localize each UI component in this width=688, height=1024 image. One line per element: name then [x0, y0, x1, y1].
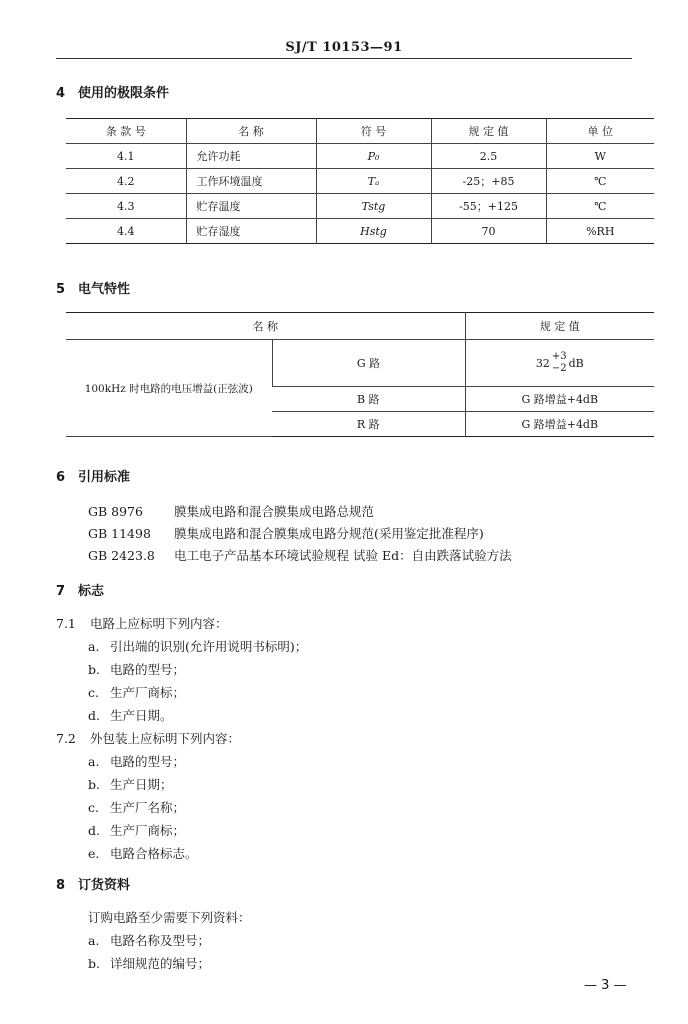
reference-code: GB 2423.8: [88, 548, 155, 563]
item-text: 引出端的识别(允许用说明书标明)；: [110, 639, 308, 654]
item-text: 生产厂商标；: [110, 823, 186, 838]
item-label: a.: [88, 754, 100, 769]
value-cell: [465, 340, 654, 387]
paragraph-7-1: [56, 614, 228, 632]
value-cell: -55；+125: [431, 194, 546, 219]
name-cell: 贮存湿度: [186, 219, 316, 244]
item-label: b.: [88, 777, 100, 792]
item-label: d.: [88, 823, 100, 838]
value-cell: -25；+85: [431, 169, 546, 194]
item-label: b.: [88, 662, 100, 677]
paragraph-text: 电路上应标明下列内容：: [90, 616, 228, 631]
section-number: 7: [56, 584, 66, 599]
list-item: [88, 660, 185, 678]
section-title: 引用标准: [78, 470, 131, 485]
unit-cell: %RH: [546, 219, 654, 244]
item-label: d.: [88, 708, 100, 723]
col-header-symbol: 符 号: [316, 119, 431, 144]
item-text: 详细规范的编号；: [110, 956, 211, 971]
item-text: 生产日期；: [110, 777, 173, 792]
table-row: [66, 194, 654, 219]
list-item: [88, 931, 210, 949]
tolerance-plus: +3: [551, 351, 567, 362]
reference-item: [88, 524, 484, 542]
paragraph-7-2: [56, 729, 240, 747]
gain-unit: dB: [568, 356, 584, 370]
list-item: [88, 775, 173, 793]
electrical-characteristics-table: [66, 312, 654, 437]
reference-code: GB 11498: [88, 526, 151, 541]
list-item: [88, 844, 198, 862]
section-title: 电气特性: [78, 282, 131, 297]
item-text: 电路名称及型号；: [110, 933, 211, 948]
item-label: b.: [88, 956, 100, 971]
list-item: [88, 821, 185, 839]
reference-item: [88, 502, 374, 520]
list-item: [88, 798, 185, 816]
item-label: a.: [88, 639, 100, 654]
name-cell: 允许功耗: [186, 144, 316, 169]
symbol-cell: Tₐ: [316, 169, 431, 194]
col-header-value: 规 定 值: [431, 119, 546, 144]
limit-conditions-table: [66, 118, 654, 244]
section-title: 标志: [78, 584, 105, 599]
paragraph-text: 外包装上应标明下列内容：: [90, 731, 241, 746]
page-number: — 3 —: [584, 978, 627, 993]
section-4-heading: [56, 82, 169, 101]
section-5-heading: [56, 278, 130, 297]
list-item: [88, 706, 173, 724]
item-text: 生产厂商标；: [110, 685, 186, 700]
clause-cell: 4.2: [66, 169, 186, 194]
item-text: 电路的型号；: [110, 662, 186, 677]
reference-title: 电工电子产品基本环境试验规程 试验 Ed：自由跌落试验方法: [174, 548, 512, 563]
symbol-cell: P₀: [316, 144, 431, 169]
reference-item: [88, 546, 512, 564]
section-number: 5: [56, 282, 66, 297]
section-number: 4: [56, 86, 66, 101]
item-text: 电路合格标志。: [110, 846, 198, 861]
table-row: [66, 340, 654, 387]
col-header-name: 名 称: [66, 313, 465, 340]
item-label: c.: [88, 685, 99, 700]
section-8-heading: [56, 874, 130, 893]
table-row: [66, 169, 654, 194]
section-number: 6: [56, 470, 66, 485]
value-cell: 70: [431, 219, 546, 244]
table-row: [66, 219, 654, 244]
col-header-unit: 单 位: [546, 119, 654, 144]
item-label: e.: [88, 846, 100, 861]
tolerance-minus: −2: [551, 363, 567, 374]
symbol-cell: Hstg: [316, 219, 431, 244]
symbol-cell: Tstg: [316, 194, 431, 219]
section-6-heading: [56, 466, 130, 485]
unit-cell: ℃: [546, 169, 654, 194]
paragraph-number: 7.1: [56, 616, 76, 631]
header-rule: [56, 58, 632, 59]
col-header-value: 规 定 值: [465, 313, 654, 340]
ordering-intro: 订购电路至少需要下列资料：: [88, 910, 251, 925]
name-cell: 工作环境温度: [186, 169, 316, 194]
section-title: 使用的极限条件: [78, 86, 170, 101]
table-row: [66, 144, 654, 169]
gain-base: 32: [535, 356, 550, 370]
item-text: 生产日期。: [110, 708, 173, 723]
clause-cell: 4.1: [66, 144, 186, 169]
reference-title: 膜集成电路和混合膜集成电路总规范: [174, 504, 375, 519]
item-text: 电路的型号；: [110, 754, 186, 769]
section-number: 8: [56, 878, 66, 893]
value-cell: 2.5: [431, 144, 546, 169]
table-header-row: [66, 119, 654, 144]
value-cell: G 路增益+4dB: [465, 387, 654, 412]
standard-code-header: SJ/T 10153—91: [285, 40, 403, 55]
clause-cell: 4.3: [66, 194, 186, 219]
paragraph-number: 7.2: [56, 731, 76, 746]
unit-cell: ℃: [546, 194, 654, 219]
item-label: c.: [88, 800, 99, 815]
item-text: 生产厂名称；: [110, 800, 186, 815]
col-header-clause: 条 款 号: [66, 119, 186, 144]
section-7-heading: [56, 580, 104, 599]
parameter-cell: 100kHz 时电路的电压增益(正弦波): [66, 340, 272, 437]
channel-cell: G 路: [272, 340, 465, 387]
list-item: [88, 954, 210, 972]
reference-title: 膜集成电路和混合膜集成电路分规范(采用鉴定批准程序): [174, 526, 484, 541]
channel-cell: B 路: [272, 387, 465, 412]
gain-tolerance: [552, 351, 567, 375]
table-header-row: [66, 313, 654, 340]
list-item: [88, 683, 185, 701]
unit-cell: W: [546, 144, 654, 169]
gain-value: [536, 351, 584, 375]
clause-cell: 4.4: [117, 224, 135, 238]
channel-cell: R 路: [356, 418, 380, 431]
value-cell: G 路增益+4dB: [465, 412, 654, 437]
reference-code: GB 8976: [88, 504, 143, 519]
section-title: 订货资料: [78, 878, 131, 893]
name-cell: 贮存温度: [186, 194, 316, 219]
list-item: [88, 637, 307, 655]
item-label: a.: [88, 933, 100, 948]
list-item: [88, 752, 185, 770]
col-header-name: 名 称: [186, 119, 316, 144]
